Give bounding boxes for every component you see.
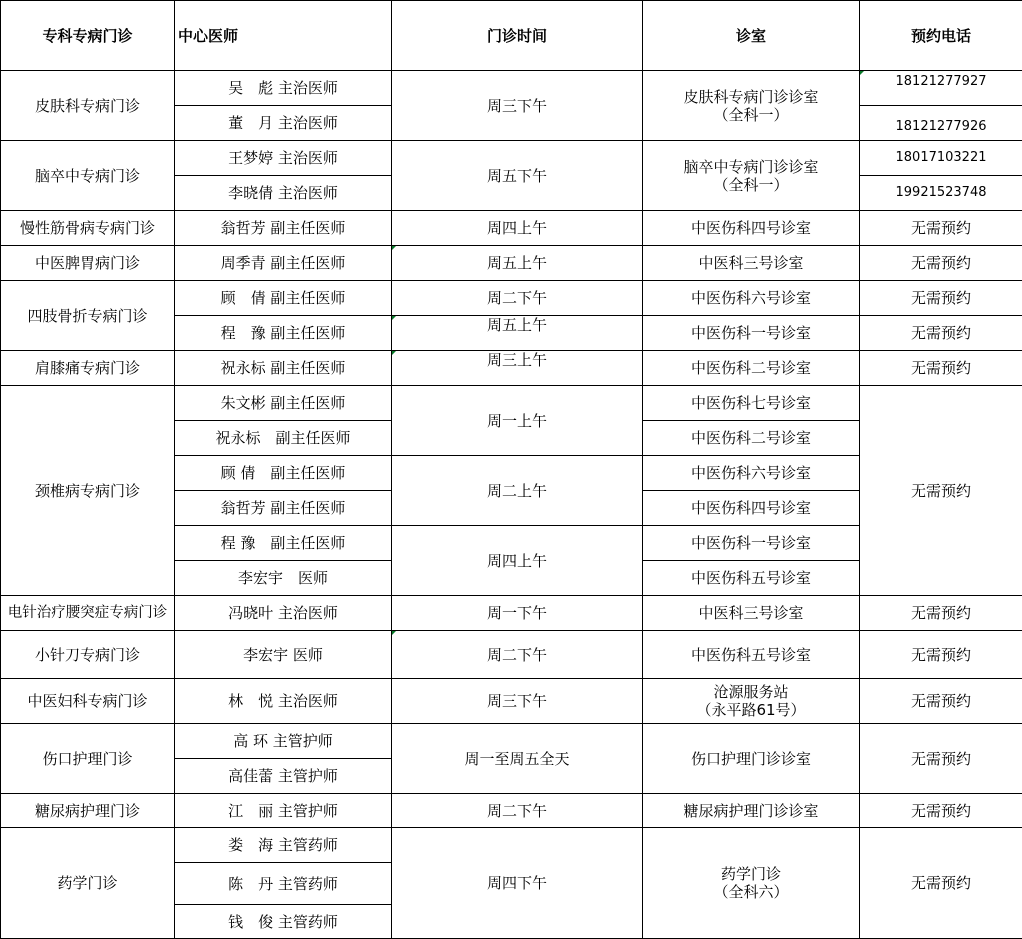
doctor-cell: 翁哲芳 副主任医师 <box>175 211 392 246</box>
room-cell: 伤口护理门诊诊室 <box>643 724 860 794</box>
room-cell: 药学门诊 （全科六） <box>643 828 860 939</box>
room-cell: 沧源服务站 （永平路61号） <box>643 679 860 724</box>
specialty-cell: 药学门诊 <box>1 828 175 939</box>
phone-cell: 无需预约 <box>860 246 1022 281</box>
specialty-cell: 小针刀专病门诊 <box>1 631 175 679</box>
specialty-cell: 伤口护理门诊 <box>1 724 175 794</box>
doctor-cell: 陈 丹 主管药师 <box>175 863 392 905</box>
phone-cell: 无需预约 <box>860 211 1022 246</box>
time-cell: 周二上午 <box>392 456 643 526</box>
time-cell: 周三下午 <box>392 679 643 724</box>
room-cell: 中医伤科四号诊室 <box>643 491 860 526</box>
doctor-cell: 程 豫 副主任医师 <box>175 316 392 351</box>
room-cell: 中医伤科五号诊室 <box>643 561 860 596</box>
specialty-cell: 皮肤科专病门诊 <box>1 71 175 141</box>
time-cell: 周四上午 <box>392 526 643 596</box>
phone-cell: 无需预约 <box>860 679 1022 724</box>
room-cell: 中医伤科二号诊室 <box>643 351 860 386</box>
doctor-cell: 江 丽 主管护师 <box>175 794 392 828</box>
doctor-cell: 吴 彪 主治医师 <box>175 71 392 106</box>
doctor-cell: 顾 倩 副主任医师 <box>175 456 392 491</box>
room-cell: 中医科三号诊室 <box>643 596 860 631</box>
doctor-cell: 朱文彬 副主任医师 <box>175 386 392 421</box>
table-row <box>1 724 1022 759</box>
doctor-cell: 翁哲芳 副主任医师 <box>175 491 392 526</box>
header-specialty: 专科专病门诊 <box>1 1 175 71</box>
doctor-cell: 祝永标 副主任医师 <box>175 351 392 386</box>
doctor-cell: 林 悦 主治医师 <box>175 679 392 724</box>
room-cell: 中医伤科六号诊室 <box>643 281 860 316</box>
specialty-cell: 中医妇科专病门诊 <box>1 679 175 724</box>
room-cell: 中医伤科七号诊室 <box>643 386 860 421</box>
room-cell: 中医伤科六号诊室 <box>643 456 860 491</box>
doctor-cell: 冯晓叶 主治医师 <box>175 596 392 631</box>
header-room: 诊室 <box>643 1 860 71</box>
phone-cell: 无需预约 <box>860 351 1022 386</box>
phone-cell: 无需预约 <box>860 386 1022 596</box>
phone-cell: 无需预约 <box>860 828 1022 939</box>
header-row <box>1 1 1022 71</box>
table-row <box>1 794 1022 828</box>
room-cell: 中医伤科五号诊室 <box>643 631 860 679</box>
room-cell: 糖尿病护理门诊诊室 <box>643 794 860 828</box>
specialty-cell: 中医脾胃病门诊 <box>1 246 175 281</box>
phone-cell: 18017103221 <box>860 141 1022 176</box>
table-row <box>1 211 1022 246</box>
phone-cell: 无需预约 <box>860 631 1022 679</box>
doctor-cell: 顾 倩 副主任医师 <box>175 281 392 316</box>
specialty-cell: 四肢骨折专病门诊 <box>1 281 175 351</box>
time-cell: 周二下午 <box>392 281 643 316</box>
doctor-cell: 李宏宇 医师 <box>175 561 392 596</box>
doctor-cell: 李宏宇 医师 <box>175 631 392 679</box>
table-row <box>1 281 1022 316</box>
specialty-cell: 肩膝痛专病门诊 <box>1 351 175 386</box>
doctor-cell: 程 豫 副主任医师 <box>175 526 392 561</box>
doctor-cell: 董 月 主治医师 <box>175 106 392 141</box>
time-cell: 周一上午 <box>392 386 643 456</box>
specialty-cell: 电针治疗腰突症专病门诊 <box>1 596 175 631</box>
phone-cell: 无需预约 <box>860 316 1022 351</box>
room-cell: 中医伤科一号诊室 <box>643 316 860 351</box>
header-doctor: 中心医师 <box>175 1 392 71</box>
table-row <box>1 386 1022 421</box>
time-cell: 周四上午 <box>392 211 643 246</box>
phone-cell: 无需预约 <box>860 596 1022 631</box>
doctor-cell: 李晓倩 主治医师 <box>175 176 392 211</box>
phone-cell: 无需预约 <box>860 281 1022 316</box>
time-cell: 周二下午 <box>392 794 643 828</box>
specialty-cell: 糖尿病护理门诊 <box>1 794 175 828</box>
doctor-cell: 王梦婷 主治医师 <box>175 141 392 176</box>
room-cell: 中医伤科四号诊室 <box>643 211 860 246</box>
doctor-cell: 高佳蕾 主管护师 <box>175 759 392 794</box>
phone-cell: 无需预约 <box>860 724 1022 794</box>
phone-cell: 18121277926 <box>860 106 1022 141</box>
table-row <box>1 596 1022 631</box>
room-cell: 中医伤科一号诊室 <box>643 526 860 561</box>
table-row <box>1 141 1022 176</box>
time-cell: 周四下午 <box>392 828 643 939</box>
room-cell: 中医伤科二号诊室 <box>643 421 860 456</box>
table-row <box>1 679 1022 724</box>
doctor-cell: 周季青 副主任医师 <box>175 246 392 281</box>
header-phone: 预约电话 <box>860 1 1022 71</box>
table-row <box>1 246 1022 281</box>
doctor-cell: 钱 俊 主管药师 <box>175 905 392 939</box>
phone-cell: 19921523748 <box>860 176 1022 211</box>
specialty-cell: 脑卒中专病门诊 <box>1 141 175 211</box>
time-cell: 周五上午 <box>392 246 643 281</box>
time-cell: 周二下午 <box>392 631 643 679</box>
room-cell: 中医科三号诊室 <box>643 246 860 281</box>
time-cell: 周五下午 <box>392 141 643 211</box>
table-row <box>1 71 1022 106</box>
header-time: 门诊时间 <box>392 1 643 71</box>
specialty-cell: 慢性筋骨病专病门诊 <box>1 211 175 246</box>
room-cell: 皮肤科专病门诊诊室 （全科一） <box>643 71 860 141</box>
phone-cell: 无需预约 <box>860 794 1022 828</box>
table-row <box>1 631 1022 679</box>
table-row <box>1 828 1022 863</box>
time-cell: 周一至周五全天 <box>392 724 643 794</box>
table-row <box>1 351 1022 386</box>
specialty-cell: 颈椎病专病门诊 <box>1 386 175 596</box>
phone-cell: 18121277927 <box>860 71 1022 106</box>
doctor-cell: 娄 海 主管药师 <box>175 828 392 863</box>
room-cell: 脑卒中专病门诊诊室 （全科一） <box>643 141 860 211</box>
doctor-cell: 祝永标 副主任医师 <box>175 421 392 456</box>
time-cell: 周三下午 <box>392 71 643 141</box>
time-cell: 周三上午 <box>392 351 643 386</box>
doctor-cell: 高 环 主管护师 <box>175 724 392 759</box>
time-cell: 周一下午 <box>392 596 643 631</box>
time-cell: 周五上午 <box>392 316 643 351</box>
